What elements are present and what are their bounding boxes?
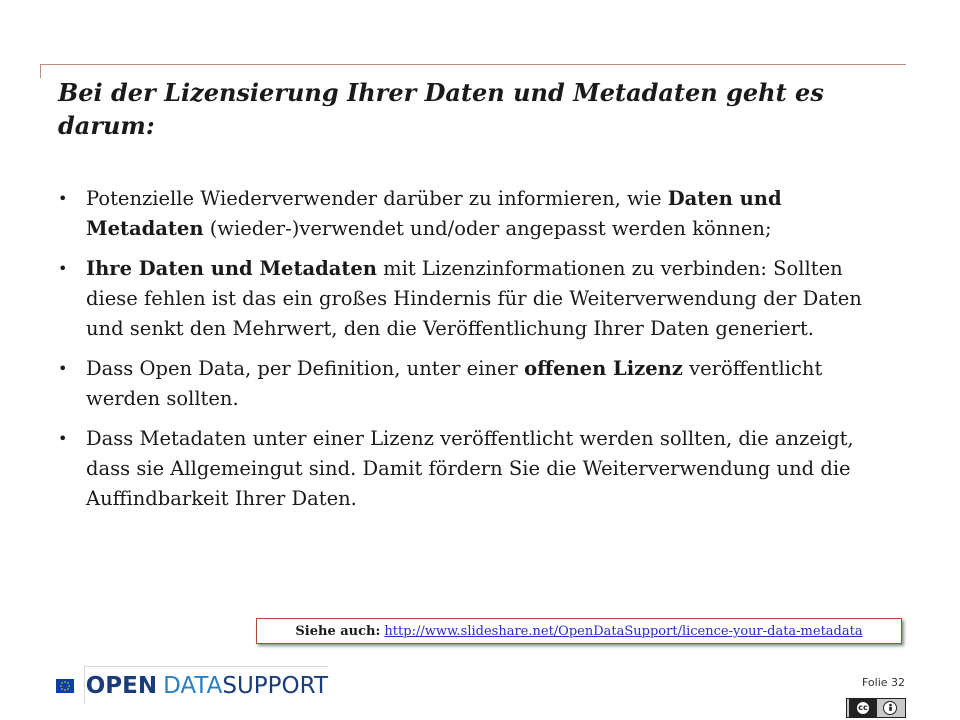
bullet-bold-text: Ihre Daten und Metadaten <box>86 257 377 280</box>
bullet-item <box>58 424 888 514</box>
bullet-dot: • <box>58 359 68 378</box>
left-tick <box>40 64 41 78</box>
logo-support: SUPPORT <box>222 673 328 699</box>
bullet-bold-text: offenen Lizenz <box>524 357 683 380</box>
bullet-item <box>58 354 888 414</box>
bullet-text: veröffentlicht werden sollten. <box>86 357 823 410</box>
bullet-dot: • <box>58 189 68 208</box>
bullet-text: mit Lizenzinformationen zu verbinden: Sollten diese fehlen ist das ein großes Hindernis für die Weiterverwendung der Daten und senkt den Mehrwert, den die Veröffentlichung Ihrer Daten generiert. <box>86 257 862 340</box>
logo-open: OPEN <box>85 673 158 699</box>
bullet-text: Dass Metadaten unter einer Lizenz veröffentlicht werden sollten, die anzeigt, dass sie Allgemeingut sind. Damit fördern Sie die Weiterverwendung und die Auffindbarkeit Ihrer Daten. <box>86 427 854 510</box>
cc-by-license-badge <box>846 698 906 718</box>
cc-icon: cc <box>856 701 870 715</box>
see-also-link[interactable]: http://www.slideshare.net/OpenDataSupport/licence-your-data-metadata <box>384 624 863 639</box>
bullet-bold-text: Daten und Metadaten <box>86 187 782 240</box>
cc-badge-left <box>849 699 877 717</box>
see-also-box <box>256 618 902 644</box>
see-also-label: Siehe auch: <box>295 624 381 639</box>
bullet-item <box>58 254 888 344</box>
top-rule <box>40 64 906 65</box>
bullet-dot: • <box>58 259 68 278</box>
bullet-dot: • <box>58 429 68 448</box>
bullet-text: Potenzielle Wiederverwender darüber zu informieren, wie <box>86 187 668 210</box>
bullet-item <box>58 184 888 244</box>
bullet-text: Dass Open Data, per Definition, unter einer <box>86 357 525 380</box>
slide-title: Bei der Lizensierung Ihrer Daten und Metadaten geht es darum: <box>58 78 824 140</box>
open-data-support-logo <box>56 666 328 706</box>
by-icon <box>883 701 897 715</box>
logo-data: DATA <box>163 673 223 699</box>
bullet-text: (wieder-)verwendet und/oder angepasst werden können; <box>203 217 772 240</box>
bullet-list <box>58 184 888 524</box>
eu-flag-icon <box>56 679 74 693</box>
slide-number: Folie 32 <box>862 676 906 689</box>
